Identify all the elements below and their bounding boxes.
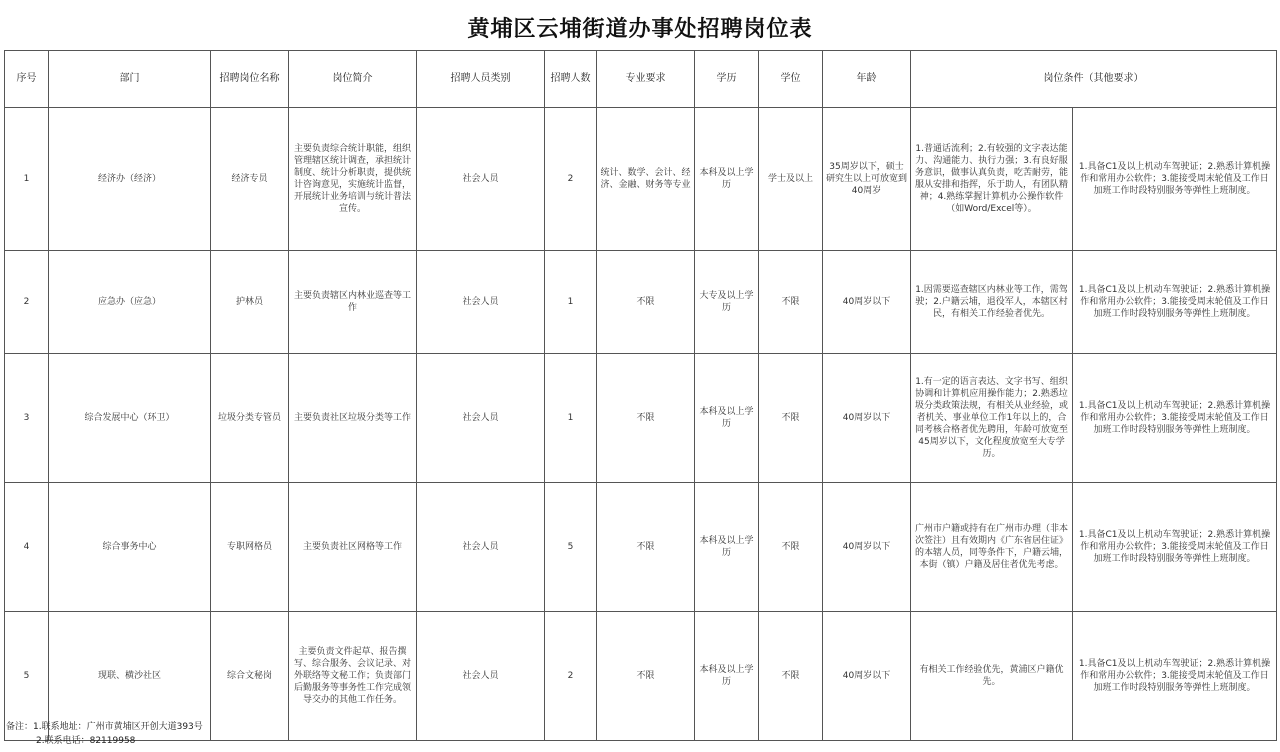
cell-no: 1	[5, 108, 49, 251]
cell-condition-specific: 1.因需要巡查辖区内林业等工作，需驾驶；2.户籍云埔，退役军人，本辖区村民，有相关工作经验者优先。	[911, 251, 1073, 354]
cell-condition-general: 1.具备C1及以上机动车驾驶证；2.熟悉计算机操作和常用办公软件；3.能接受周末轮值及工作日加班工作时段特别服务等弹性上班制度。	[1073, 483, 1277, 612]
cell-edu: 本科及以上学历	[695, 483, 759, 612]
cell-count: 5	[545, 483, 597, 612]
cell-degree: 不限	[759, 483, 823, 612]
cell-count: 1	[545, 354, 597, 483]
cell-position: 经济专员	[211, 108, 289, 251]
cell-age: 40周岁以下	[823, 612, 911, 741]
cell-condition-general: 1.具备C1及以上机动车驾驶证；2.熟悉计算机操作和常用办公软件；3.能接受周末轮值及工作日加班工作时段特别服务等弹性上班制度。	[1073, 354, 1277, 483]
footnote-address	[6, 720, 203, 734]
header-position: 招聘岗位名称	[211, 51, 289, 108]
header-major: 专业要求	[597, 51, 695, 108]
header-count: 招聘人数	[545, 51, 597, 108]
cell-count: 1	[545, 251, 597, 354]
table-header-row	[5, 51, 1277, 108]
cell-age: 40周岁以下	[823, 354, 911, 483]
cell-degree: 不限	[759, 251, 823, 354]
cell-degree: 学士及以上	[759, 108, 823, 251]
cell-category: 社会人员	[417, 108, 545, 251]
cell-major: 不限	[597, 612, 695, 741]
cell-category: 社会人员	[417, 612, 545, 741]
cell-major: 统计、数学、会计、经济、金融、财务等专业	[597, 108, 695, 251]
cell-edu: 本科及以上学历	[695, 354, 759, 483]
recruitment-table	[4, 50, 1277, 741]
table-row	[5, 108, 1277, 251]
cell-dept: 综合发展中心（环卫）	[49, 354, 211, 483]
header-edu: 学历	[695, 51, 759, 108]
phone-text: 2.联系电话：82119958	[36, 736, 136, 746]
table-row	[5, 354, 1277, 483]
cell-dept: 应急办（应急）	[49, 251, 211, 354]
cell-condition-specific: 广州市户籍或持有在广州市办理（非本次签注）且有效期内《广东省居住证》的本辖人员，同等条件下，户籍云埔，本街（镇）户籍及居住者优先考虑。	[911, 483, 1073, 612]
cell-condition-general: 1.具备C1及以上机动车驾驶证；2.熟悉计算机操作和常用办公软件；3.能接受周末轮值及工作日加班工作时段特别服务等弹性上班制度。	[1073, 612, 1277, 741]
cell-no: 2	[5, 251, 49, 354]
cell-intro: 主要负责社区网格等工作	[289, 483, 417, 612]
cell-condition-specific: 1.有一定的语言表达、文字书写、组织协调和计算机应用操作能力；2.熟悉垃圾分类政策法规，有相关从业经验，或者机关、事业单位工作1年以上的，合同考核合格者优先聘用，年龄可放宽至45周岁以下，文化程度放宽至大专学历。	[911, 354, 1073, 483]
cell-major: 不限	[597, 354, 695, 483]
cell-no: 4	[5, 483, 49, 612]
cell-dept: 现联、横沙社区	[49, 612, 211, 741]
cell-category: 社会人员	[417, 354, 545, 483]
header-intro: 岗位简介	[289, 51, 417, 108]
header-category: 招聘人员类别	[417, 51, 545, 108]
cell-degree: 不限	[759, 612, 823, 741]
header-no: 序号	[5, 51, 49, 108]
cell-count: 2	[545, 108, 597, 251]
cell-position: 专职网格员	[211, 483, 289, 612]
cell-category: 社会人员	[417, 251, 545, 354]
cell-intro: 主要负责文件起草、报告撰写、综合服务、会议记录、对外联络等文秘工作；负责部门后勤服务等事务性工作完成领导交办的其他工作任务。	[289, 612, 417, 741]
cell-degree: 不限	[759, 354, 823, 483]
cell-edu: 本科及以上学历	[695, 108, 759, 251]
cell-age: 40周岁以下	[823, 251, 911, 354]
cell-condition-general: 1.具备C1及以上机动车驾驶证；2.熟悉计算机操作和常用办公软件；3.能接受周末轮值及工作日加班工作时段特别服务等弹性上班制度。	[1073, 251, 1277, 354]
cell-intro: 主要负责综合统计职能，组织管理辖区统计调查，承担统计制度、统计分析职责，提供统计咨询意见，实施统计监督，开展统计业务培训与统计普法宣传。	[289, 108, 417, 251]
cell-dept: 经济办（经济）	[49, 108, 211, 251]
cell-dept: 综合事务中心	[49, 483, 211, 612]
cell-position: 垃圾分类专管员	[211, 354, 289, 483]
header-conditions: 岗位条件（其他要求）	[911, 51, 1277, 108]
cell-intro: 主要负责社区垃圾分类等工作	[289, 354, 417, 483]
cell-count: 2	[545, 612, 597, 741]
table-row	[5, 251, 1277, 354]
footnote-phone	[6, 734, 203, 748]
cell-age: 40周岁以下	[823, 483, 911, 612]
cell-condition-specific: 1.普通话流利；2.有较强的文字表达能力、沟通能力、执行力强；3.有良好服务意识，做事认真负责，吃苦耐劳，能服从安排和指挥，乐于助人，有团队精神；4.熟练掌握计算机办公操作软件（如Word/Excel等）。	[911, 108, 1073, 251]
cell-major: 不限	[597, 251, 695, 354]
cell-no: 3	[5, 354, 49, 483]
page-title: 黄埔区云埔街道办事处招聘岗位表	[467, 16, 813, 42]
header-dept: 部门	[49, 51, 211, 108]
header-age: 年龄	[823, 51, 911, 108]
cell-position: 综合文秘岗	[211, 612, 289, 741]
footnote-label: 备注：	[6, 722, 34, 732]
footnotes	[6, 720, 203, 748]
cell-no: 5	[5, 612, 49, 741]
cell-position: 护林员	[211, 251, 289, 354]
cell-intro: 主要负责辖区内林业巡查等工作	[289, 251, 417, 354]
table-row	[5, 483, 1277, 612]
address-text: 1.联系地址：广州市黄埔区开创大道393号	[33, 722, 203, 732]
cell-age: 35周岁以下，硕士研究生以上可放宽到40周岁	[823, 108, 911, 251]
cell-category: 社会人员	[417, 483, 545, 612]
cell-edu: 大专及以上学历	[695, 251, 759, 354]
cell-condition-general: 1.具备C1及以上机动车驾驶证；2.熟悉计算机操作和常用办公软件；3.能接受周末轮值及工作日加班工作时段特别服务等弹性上班制度。	[1073, 108, 1277, 251]
cell-condition-specific: 有相关工作经验优先，黄浦区户籍优先。	[911, 612, 1073, 741]
cell-major: 不限	[597, 483, 695, 612]
cell-edu: 本科及以上学历	[695, 612, 759, 741]
header-degree: 学位	[759, 51, 823, 108]
